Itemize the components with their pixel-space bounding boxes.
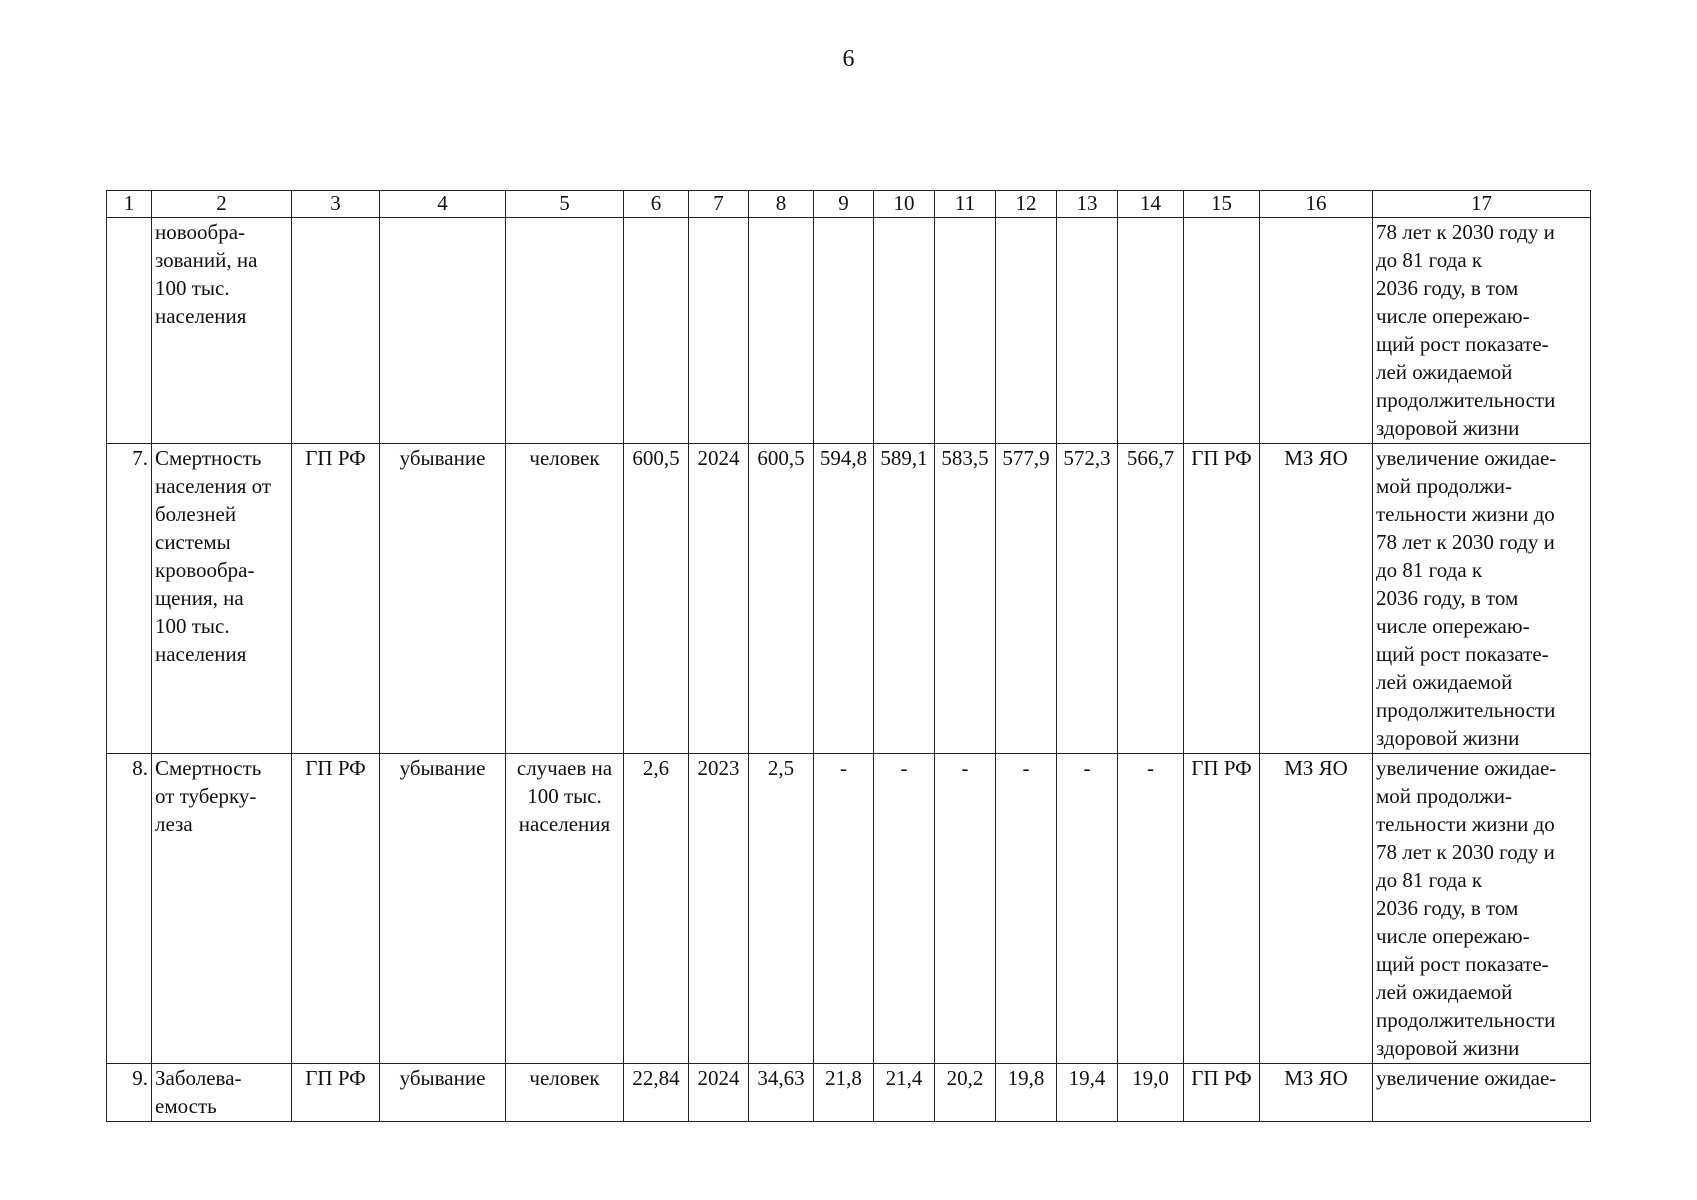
column-header: 12: [996, 191, 1057, 218]
base-year-cell: 2024: [689, 444, 749, 754]
base-value-cell: 600,5: [624, 444, 689, 754]
value-cell: -: [814, 754, 874, 1064]
column-header: 11: [935, 191, 996, 218]
indicator-name: Смертность от туберку- леза: [152, 754, 292, 1064]
base-value-cell: 2,6: [624, 754, 689, 1064]
value-cell: -: [996, 754, 1057, 1064]
value-cell: 21,4: [874, 1064, 935, 1122]
document-cell: ГП РФ: [1184, 1064, 1260, 1122]
goal-cell: увеличение ожидае-: [1373, 1064, 1591, 1122]
value-cell: -: [1118, 754, 1184, 1064]
base-year-cell: 2024: [689, 1064, 749, 1122]
column-header: 6: [624, 191, 689, 218]
value-cell: -: [935, 754, 996, 1064]
value-cell: -: [1057, 754, 1118, 1064]
value-cell: [814, 218, 874, 444]
indicators-table: [106, 190, 1591, 1122]
base-year-cell: 2023: [689, 754, 749, 1064]
column-header: 3: [292, 191, 380, 218]
value-cell: 19,4: [1057, 1064, 1118, 1122]
column-header: 7: [689, 191, 749, 218]
trend-cell: убывание: [380, 754, 506, 1064]
base-value-cell: [624, 218, 689, 444]
page-number: 6: [842, 46, 855, 72]
base-year-cell: [689, 218, 749, 444]
document-cell: ГП РФ: [1184, 754, 1260, 1064]
responsible-cell: МЗ ЯО: [1260, 444, 1373, 754]
value-cell: 2,5: [749, 754, 814, 1064]
responsible-cell: МЗ ЯО: [1260, 1064, 1373, 1122]
responsible-cell: [1260, 218, 1373, 444]
unit-cell: человек: [506, 444, 624, 754]
value-cell: [1118, 218, 1184, 444]
column-header: 4: [380, 191, 506, 218]
table-row: [107, 754, 1591, 1064]
unit-cell: случаев на 100 тыс. населения: [506, 754, 624, 1064]
trend-cell: убывание: [380, 444, 506, 754]
base-value-cell: 22,84: [624, 1064, 689, 1122]
value-cell: 20,2: [935, 1064, 996, 1122]
level-cell: [292, 218, 380, 444]
indicator-name: Заболева- емость: [152, 1064, 292, 1122]
value-cell: [749, 218, 814, 444]
value-cell: [996, 218, 1057, 444]
column-header: 10: [874, 191, 935, 218]
unit-cell: человек: [506, 1064, 624, 1122]
value-cell: 589,1: [874, 444, 935, 754]
table-row: [107, 1064, 1591, 1122]
value-cell: -: [874, 754, 935, 1064]
goal-cell: 78 лет к 2030 году и до 81 года к 2036 году, в том числе опережаю- щий рост показате- лей ожидаемой продолжительности здоровой жизни: [1373, 218, 1591, 444]
column-header: 17: [1373, 191, 1591, 218]
row-number: [107, 218, 152, 444]
level-cell: ГП РФ: [292, 754, 380, 1064]
goal-cell: увеличение ожидае- мой продолжи- тельности жизни до 78 лет к 2030 году и до 81 года к 2036 году, в том числе опережаю- щий рост показате- лей ожидаемой продолжительности здоровой жизни: [1373, 444, 1591, 754]
indicator-name: Смертность населения от болезней системы кровообра- щения, на 100 тыс. населения: [152, 444, 292, 754]
value-cell: 594,8: [814, 444, 874, 754]
level-cell: ГП РФ: [292, 444, 380, 754]
trend-cell: [380, 218, 506, 444]
value-cell: 572,3: [1057, 444, 1118, 754]
column-header: 14: [1118, 191, 1184, 218]
table-row: [107, 218, 1591, 444]
value-cell: 19,0: [1118, 1064, 1184, 1122]
value-cell: 21,8: [814, 1064, 874, 1122]
column-header: 13: [1057, 191, 1118, 218]
table-row: [107, 444, 1591, 754]
value-cell: 19,8: [996, 1064, 1057, 1122]
level-cell: ГП РФ: [292, 1064, 380, 1122]
row-number: 7.: [107, 444, 152, 754]
value-cell: [1057, 218, 1118, 444]
row-number: 8.: [107, 754, 152, 1064]
column-header: 8: [749, 191, 814, 218]
column-header: 2: [152, 191, 292, 218]
value-cell: 600,5: [749, 444, 814, 754]
column-header: 15: [1184, 191, 1260, 218]
row-number: 9.: [107, 1064, 152, 1122]
column-header: 1: [107, 191, 152, 218]
value-cell: 34,63: [749, 1064, 814, 1122]
value-cell: [935, 218, 996, 444]
goal-cell: увеличение ожидае- мой продолжи- тельности жизни до 78 лет к 2030 году и до 81 года к 2036 году, в том числе опережаю- щий рост показате- лей ожидаемой продолжительности здоровой жизни: [1373, 754, 1591, 1064]
document-cell: [1184, 218, 1260, 444]
column-header: 9: [814, 191, 874, 218]
unit-cell: [506, 218, 624, 444]
column-header: 5: [506, 191, 624, 218]
responsible-cell: МЗ ЯО: [1260, 754, 1373, 1064]
indicator-name: новообра- зований, на 100 тыс. населения: [152, 218, 292, 444]
table-header-row: [107, 191, 1591, 218]
value-cell: 566,7: [1118, 444, 1184, 754]
value-cell: [874, 218, 935, 444]
column-header: 16: [1260, 191, 1373, 218]
value-cell: 577,9: [996, 444, 1057, 754]
value-cell: 583,5: [935, 444, 996, 754]
trend-cell: убывание: [380, 1064, 506, 1122]
document-cell: ГП РФ: [1184, 444, 1260, 754]
